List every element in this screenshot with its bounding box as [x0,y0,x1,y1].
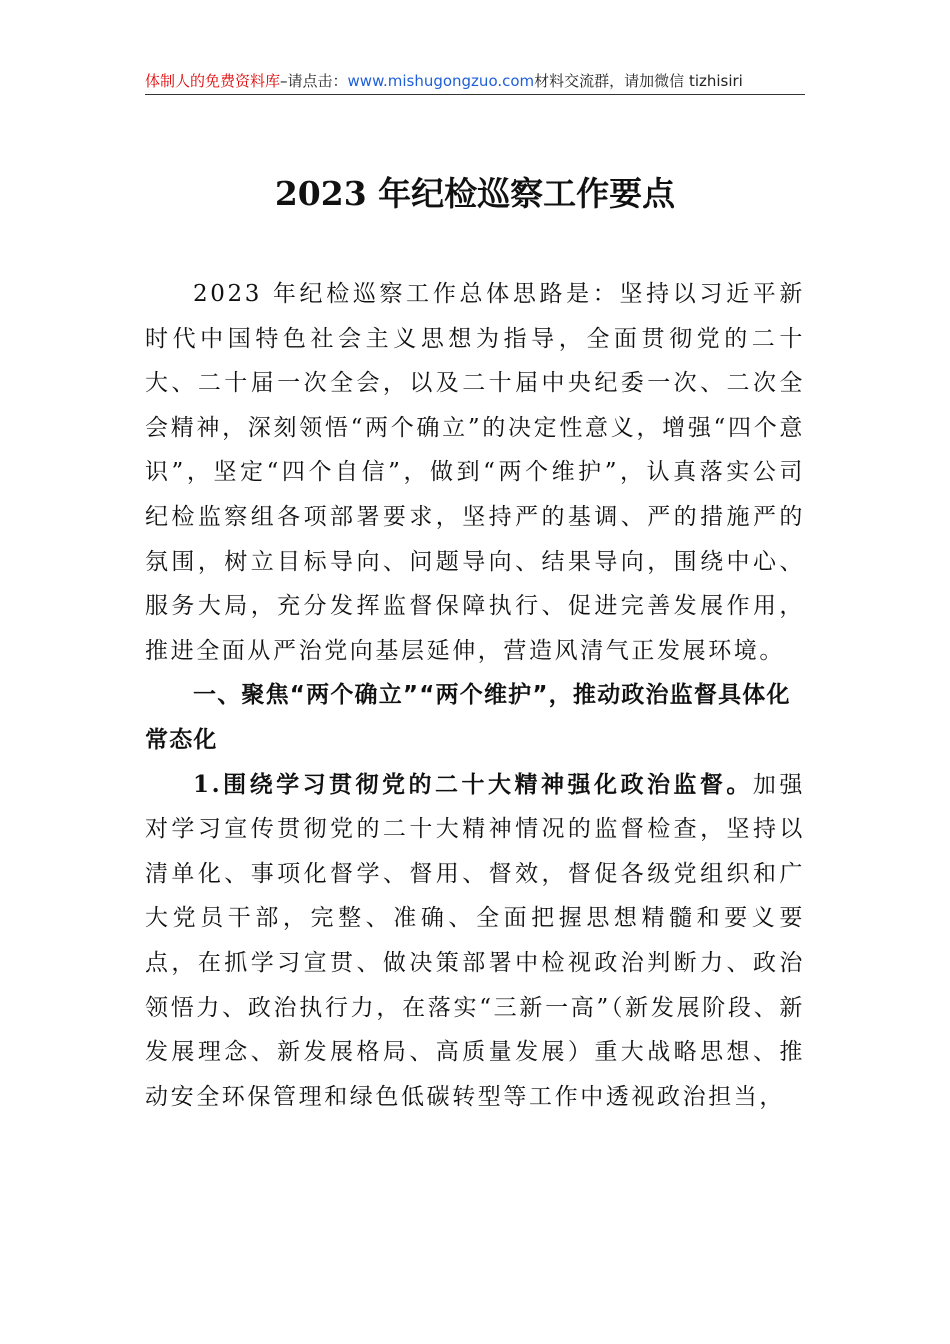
header-separator: –请点击： [280,72,348,90]
header-note: 材料交流群，请加微信 tizhisiri [534,72,743,90]
header-url-link[interactable]: www.mishugongzuo.com [347,72,535,90]
document-body [145,272,805,1119]
header-brand: 体制人的免费资料库 [145,72,281,90]
item-1-lead: 1.围绕学习贯彻党的二十大精神强化政治监督。 [193,770,753,798]
page-header [145,68,805,95]
document-title: 2023 年纪检巡察工作要点 [274,174,676,213]
item-1-paragraph [145,763,805,1120]
section-1-heading: 一、聚焦“两个确立”“两个维护”，推动政治监督具体化常态化 [145,682,791,753]
intro-paragraph: 2023 年纪检巡察工作总体思路是：坚持以习近平新时代中国特色社会主义思想为指导，全面贯彻党的二十大、二十届一次全会，以及二十届中央纪委一次、二次全会精神，深刻领悟“两个确立”的决定性意义，增强“四个意识”，坚定“四个自信”，做到“两个维护”，认真落实公司纪检监察组各项部署要求，坚持严的基调、严的措施严的氛围，树立目标导向、问题导向、结果导向，围绕中心、服务大局，充分发挥监督保障执行、促进完善发展作用，推进全面从严治党向基层延伸，营造风清气正发展环境。 [145,281,805,664]
item-1-text: 加强对学习宣传贯彻党的二十大精神情况的监督检查，坚持以清单化、事项化督学、督用、督效，督促各级党组织和广大党员干部，完整、准确、全面把握思想精髓和要义要点，在抓学习宣贯、做决策部署中检视政治判断力、政治领悟力、政治执行力，在落实“三新一高”（新发展阶段、新发展理念、新发展格局、高质量发展）重大战略思想、推动安全环保管理和绿色低碳转型等工作中透视政治担当， [145,771,805,1110]
